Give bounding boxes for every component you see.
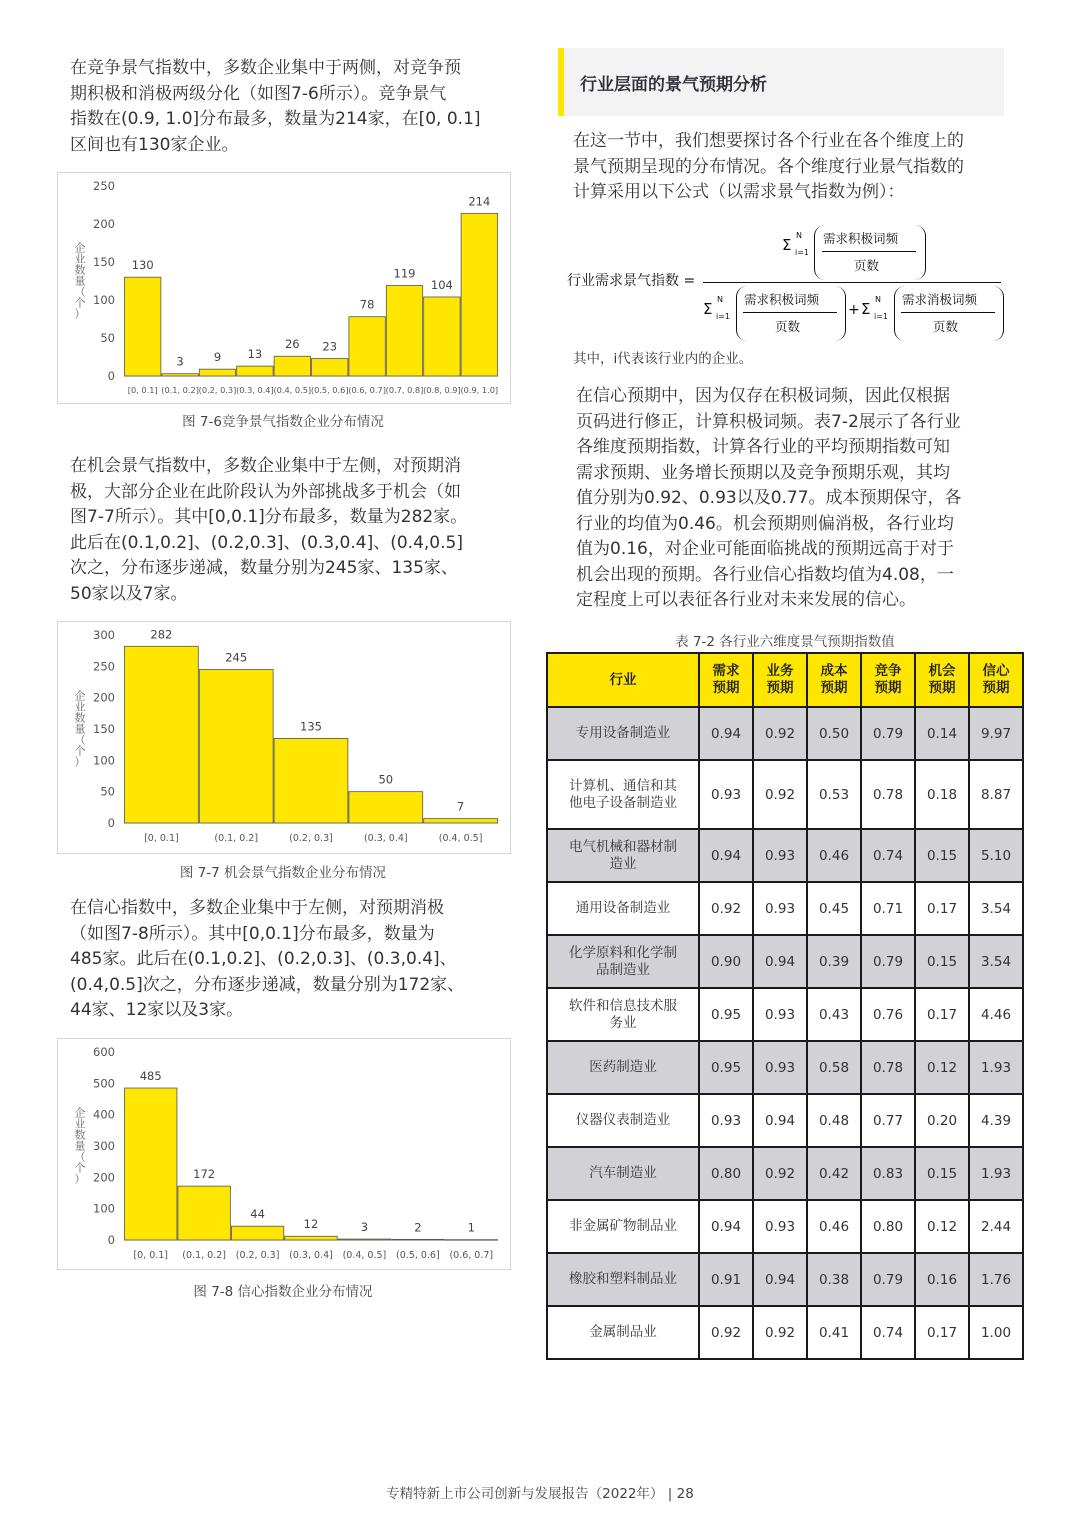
data-label: 135 bbox=[300, 719, 322, 734]
col-header-demand: 需求 预期 bbox=[699, 653, 753, 707]
table-row bbox=[547, 988, 1023, 1041]
bar bbox=[237, 366, 273, 376]
table-cell-value: 0.71 bbox=[861, 882, 915, 935]
section-header bbox=[558, 48, 1004, 116]
x-tick-label: [0, 0.1] bbox=[144, 833, 179, 844]
table-cell-value: 0.39 bbox=[807, 935, 861, 988]
formula-note: 其中，i代表该行业内的企业。 bbox=[573, 351, 753, 367]
table-cell-value: 0.53 bbox=[807, 760, 861, 829]
data-label: 485 bbox=[139, 1069, 162, 1084]
numerator-pages: 页数 bbox=[854, 258, 880, 273]
x-tick-label: (0.2, 0.3] bbox=[235, 1250, 280, 1261]
y-tick-label: 250 bbox=[93, 179, 115, 193]
table-cell-industry: 汽车制造业 bbox=[547, 1147, 699, 1200]
caption-competition: 图 7-6竞争景气指数企业分布情况 bbox=[182, 414, 384, 430]
bar bbox=[461, 213, 497, 376]
table-cell-industry: 橡胶和塑料制品业 bbox=[547, 1253, 699, 1306]
table-cell-value: 0.93 bbox=[753, 988, 807, 1041]
denom-plus: + bbox=[848, 302, 860, 318]
caption-confidence: 图 7-8 信心指数企业分布情况 bbox=[193, 1284, 373, 1300]
table-cell-value: 0.16 bbox=[915, 1253, 969, 1306]
y-tick-label: 300 bbox=[93, 1139, 115, 1153]
table-cell-value: 0.79 bbox=[861, 1253, 915, 1306]
section-title: 行业层面的景气预期分析 bbox=[580, 75, 767, 95]
bar bbox=[349, 792, 423, 823]
data-label: 9 bbox=[213, 350, 222, 365]
formula bbox=[560, 220, 1010, 344]
data-label: 172 bbox=[193, 1167, 216, 1182]
table-cell-value: 0.92 bbox=[753, 760, 807, 829]
table-cell-industry: 软件和信息技术服 务业 bbox=[547, 988, 699, 1041]
bar bbox=[231, 1226, 283, 1240]
denom-sum-2-sub: i=1 bbox=[874, 312, 889, 321]
table-cell-value: 0.93 bbox=[753, 1200, 807, 1253]
denom-sum-2: Σ bbox=[861, 300, 871, 318]
data-label: 13 bbox=[247, 347, 263, 362]
table-cell-value: 0.93 bbox=[753, 1041, 807, 1094]
data-label: 7 bbox=[456, 799, 465, 814]
data-label: 50 bbox=[378, 772, 394, 787]
bar bbox=[178, 1186, 230, 1240]
bar bbox=[349, 317, 385, 376]
col-header-industry: 行业 bbox=[547, 653, 699, 707]
x-tick-label: (0.3, 0.4] bbox=[289, 1250, 333, 1261]
table-row bbox=[547, 1041, 1023, 1094]
x-tick-label: (0.4, 0.5] bbox=[438, 833, 483, 844]
data-label: 282 bbox=[150, 627, 173, 642]
table-cell-value: 8.87 bbox=[969, 760, 1023, 829]
table-header-row bbox=[547, 653, 1023, 707]
x-tick-label: (0.6, 0.7] bbox=[348, 385, 386, 395]
table-cell-value: 0.15 bbox=[915, 1147, 969, 1200]
chart-confidence-svg bbox=[58, 1039, 510, 1269]
table-cell-value: 0.15 bbox=[915, 935, 969, 988]
denom-neg-freq: 需求消极词频 bbox=[902, 292, 978, 307]
chart-opportunity-svg bbox=[58, 622, 510, 853]
x-tick-label: [0, 0.1] bbox=[127, 385, 158, 395]
chart-opportunity bbox=[57, 621, 511, 854]
table-row bbox=[547, 1094, 1023, 1147]
y-axis-title: 企业数量（个） bbox=[74, 1106, 86, 1186]
table-cell-value: 0.50 bbox=[807, 707, 861, 760]
bar bbox=[338, 1239, 390, 1240]
table-cell-industry: 金属制品业 bbox=[547, 1306, 699, 1359]
y-tick-label: 100 bbox=[93, 293, 115, 307]
bar bbox=[125, 277, 161, 376]
table-cell-value: 0.93 bbox=[699, 1094, 753, 1147]
table-cell-value: 0.20 bbox=[915, 1094, 969, 1147]
table-cell-industry: 专用设备制造业 bbox=[547, 707, 699, 760]
table-cell-value: 0.48 bbox=[807, 1094, 861, 1147]
x-tick-label: (0.4, 0.5] bbox=[342, 1250, 387, 1261]
y-tick-label: 0 bbox=[107, 1233, 115, 1247]
table-cell-value: 0.43 bbox=[807, 988, 861, 1041]
table-cell-value: 0.42 bbox=[807, 1147, 861, 1200]
table-cell-value: 0.74 bbox=[861, 1306, 915, 1359]
table-cell-value: 0.95 bbox=[699, 988, 753, 1041]
table-cell-value: 1.00 bbox=[969, 1306, 1023, 1359]
table-cell-value: 4.39 bbox=[969, 1094, 1023, 1147]
data-label: 1 bbox=[467, 1220, 475, 1235]
y-tick-label: 0 bbox=[107, 369, 115, 383]
bar bbox=[162, 374, 198, 376]
data-label: 44 bbox=[250, 1207, 265, 1222]
table-cell-value: 0.58 bbox=[807, 1041, 861, 1094]
paragraph-industry-intro: 在这一节中，我们想要探讨各个行业在各个维度上的 景气预期呈现的分布情况。各个维度行业景气指数的 计算采用以下公式（以需求景气指数为例）： bbox=[573, 131, 964, 202]
table-row bbox=[547, 1200, 1023, 1253]
y-tick-label: 200 bbox=[93, 1170, 115, 1185]
table-cell-value: 0.94 bbox=[699, 1200, 753, 1253]
table-cell-value: 0.18 bbox=[915, 760, 969, 829]
data-label: 3 bbox=[176, 354, 184, 369]
table-cell-value: 0.92 bbox=[753, 1306, 807, 1359]
numerator-sum: Σ bbox=[782, 236, 792, 254]
paragraph-confidence: 在信心指数中，多数企业集中于左侧，对预期消极 （如图7-8所示）。其中[0,0.1]分布最多，数量为 485家。此后在(0.1,0.2]、(0.2,0.3]、(0.3,0.4]、 (0.4,0.5]次之，分布逐步递减，数量分别为172家、 44家、12家以及3家。 bbox=[70, 898, 465, 1020]
main-frac-line bbox=[703, 282, 1001, 283]
table-cell-value: 0.83 bbox=[861, 1147, 915, 1200]
denom-sum-1-sub: i=1 bbox=[716, 312, 731, 321]
y-tick-label: 50 bbox=[100, 331, 115, 345]
table-cell-industry: 计算机、通信和其 他电子设备制造业 bbox=[547, 760, 699, 829]
denom-frac-line-1 bbox=[743, 312, 837, 313]
table-cell-value: 0.92 bbox=[753, 1147, 807, 1200]
x-tick-label: (0.2, 0.3] bbox=[289, 833, 333, 844]
table-cell-value: 1.93 bbox=[969, 1147, 1023, 1200]
x-tick-label: [0, 0.1] bbox=[133, 1250, 169, 1261]
table-cell-value: 0.92 bbox=[699, 1306, 753, 1359]
data-label: 104 bbox=[430, 277, 453, 292]
x-tick-label: (0.1, 0.2] bbox=[182, 1250, 226, 1261]
x-tick-label: (0.2, 0.3] bbox=[198, 385, 237, 395]
table-row bbox=[547, 1147, 1023, 1200]
x-tick-label: (0.4, 0.5] bbox=[273, 385, 312, 395]
table-cell-value: 0.94 bbox=[699, 707, 753, 760]
chart-competition bbox=[57, 172, 511, 404]
table-cell-industry: 电气机械和器材制 造业 bbox=[547, 829, 699, 882]
table-cell-value: 0.94 bbox=[699, 829, 753, 882]
page-footer: 专精特新上市公司创新与发展报告（2022年） | 28 bbox=[386, 1486, 694, 1502]
table-row bbox=[547, 1253, 1023, 1306]
y-tick-label: 150 bbox=[93, 722, 115, 736]
numerator-sum-sup: N bbox=[796, 231, 802, 240]
table-cell-industry: 化学原料和化学制 品制造业 bbox=[547, 935, 699, 988]
table-cell-value: 0.78 bbox=[861, 1041, 915, 1094]
table-cell-value: 3.54 bbox=[969, 882, 1023, 935]
table-cell-value: 4.46 bbox=[969, 988, 1023, 1041]
x-tick-label: (0.7, 0.8] bbox=[385, 385, 424, 395]
data-label: 130 bbox=[131, 258, 154, 273]
table-cell-value: 0.93 bbox=[699, 760, 753, 829]
x-tick-label: (0.5, 0.6] bbox=[396, 1250, 440, 1261]
table-cell-value: 0.76 bbox=[861, 988, 915, 1041]
bar bbox=[274, 356, 310, 376]
table-row bbox=[547, 935, 1023, 988]
bar bbox=[125, 646, 199, 823]
denom-pages-2: 页数 bbox=[933, 319, 959, 334]
x-tick-label: (0.5, 0.6] bbox=[310, 385, 349, 395]
table-cell-value: 0.92 bbox=[753, 707, 807, 760]
table-cell-industry: 非金属矿物制品业 bbox=[547, 1200, 699, 1253]
data-label: 2 bbox=[414, 1220, 422, 1235]
denom-sum-1: Σ bbox=[703, 300, 713, 318]
x-tick-label: (0.6, 0.7] bbox=[449, 1250, 494, 1261]
y-tick-label: 50 bbox=[100, 784, 115, 799]
table-caption: 表 7-2 各行业六维度景气预期指数值 bbox=[675, 634, 895, 650]
table-cell-value: 0.41 bbox=[807, 1306, 861, 1359]
y-tick-label: 200 bbox=[93, 690, 115, 705]
table-cell-value: 1.93 bbox=[969, 1041, 1023, 1094]
table-cell-value: 0.92 bbox=[699, 882, 753, 935]
table-cell-value: 0.15 bbox=[915, 829, 969, 882]
table-cell-value: 3.54 bbox=[969, 935, 1023, 988]
y-tick-label: 500 bbox=[93, 1076, 115, 1091]
paragraph-competition: 在竞争景气指数中，多数企业集中于两侧，对竞争预 期积极和消极两级分化（如图7-6所示）。竞争景气 指数在(0.9, 1.0]分布最多，数量为214家，在[0, 0.1] 区间也有130家企业。 bbox=[70, 58, 481, 155]
caption-opportunity: 图 7-7 机会景气指数企业分布情况 bbox=[179, 865, 387, 881]
col-header-cost: 成本 预期 bbox=[807, 653, 861, 707]
table-cell-value: 1.76 bbox=[969, 1253, 1023, 1306]
table-cell-value: 0.93 bbox=[753, 882, 807, 935]
chart-competition-svg bbox=[58, 173, 510, 403]
table-cell-value: 0.78 bbox=[861, 760, 915, 829]
x-tick-label: (0.1, 0.2] bbox=[214, 833, 259, 844]
y-tick-label: 600 bbox=[93, 1045, 115, 1059]
data-label: 26 bbox=[284, 337, 300, 352]
table-cell-value: 0.46 bbox=[807, 1200, 861, 1253]
y-tick-label: 400 bbox=[93, 1107, 115, 1122]
table-cell-value: 5.10 bbox=[969, 829, 1023, 882]
y-tick-label: 150 bbox=[93, 255, 115, 269]
numerator-pos-freq: 需求积极词频 bbox=[823, 231, 899, 246]
table-row bbox=[547, 1306, 1023, 1359]
table-row bbox=[547, 882, 1023, 935]
table-cell-value: 0.90 bbox=[699, 935, 753, 988]
table-row bbox=[547, 707, 1023, 760]
numerator-sum-sub: i=1 bbox=[795, 248, 810, 257]
denom-frac-line-2 bbox=[901, 312, 995, 313]
table-cell-value: 0.45 bbox=[807, 882, 861, 935]
y-axis-title: 企业数量（个） bbox=[74, 689, 86, 769]
table-cell-value: 0.14 bbox=[915, 707, 969, 760]
table-cell-value: 0.80 bbox=[861, 1200, 915, 1253]
denom-sum-2-sup: N bbox=[875, 295, 881, 304]
table-cell-value: 0.93 bbox=[753, 829, 807, 882]
data-label: 245 bbox=[225, 650, 248, 665]
y-tick-label: 250 bbox=[93, 659, 115, 674]
table-cell-industry: 通用设备制造业 bbox=[547, 882, 699, 935]
table-cell-value: 0.74 bbox=[861, 829, 915, 882]
table-cell-value: 0.12 bbox=[915, 1041, 969, 1094]
table-cell-value: 0.94 bbox=[753, 1094, 807, 1147]
bar bbox=[285, 1236, 337, 1240]
table-cell-value: 0.12 bbox=[915, 1200, 969, 1253]
data-label: 23 bbox=[322, 339, 338, 354]
bar bbox=[199, 669, 273, 823]
x-tick-label: (0.8, 0.9] bbox=[423, 385, 461, 395]
denom-pages-1: 页数 bbox=[775, 319, 801, 334]
col-header-confidence: 信心 预期 bbox=[969, 653, 1023, 707]
x-tick-label: (0.3, 0.4] bbox=[236, 385, 274, 395]
table-cell-value: 0.17 bbox=[915, 988, 969, 1041]
table-cell-value: 0.79 bbox=[861, 707, 915, 760]
y-tick-label: 200 bbox=[93, 217, 115, 231]
col-header-competition: 竞争 预期 bbox=[861, 653, 915, 707]
data-label: 214 bbox=[468, 194, 491, 209]
bar bbox=[424, 819, 498, 823]
x-tick-label: (0.1, 0.2] bbox=[161, 385, 199, 395]
col-header-business: 业务 预期 bbox=[753, 653, 807, 707]
x-tick-label: (0.9, 1.0] bbox=[460, 385, 499, 395]
bar bbox=[386, 286, 422, 376]
bar bbox=[392, 1239, 444, 1240]
col-header-opportunity: 机会 预期 bbox=[915, 653, 969, 707]
table-cell-value: 2.44 bbox=[969, 1200, 1023, 1253]
data-label: 12 bbox=[303, 1217, 319, 1232]
chart-confidence bbox=[57, 1038, 511, 1270]
bar bbox=[274, 738, 348, 823]
y-tick-label: 100 bbox=[93, 1201, 115, 1216]
table-row bbox=[547, 829, 1023, 882]
denom-sum-1-sup: N bbox=[717, 295, 723, 304]
y-tick-label: 100 bbox=[93, 753, 115, 768]
data-label: 3 bbox=[360, 1220, 369, 1235]
y-axis-title: 企业数量（个） bbox=[74, 241, 86, 321]
paragraph-opportunity: 在机会景气指数中，多数企业集中于左侧，对预期消 极，大部分企业在此阶段认为外部挑战多于机会（如 图7-7所示）。其中[0,0.1]分布最多，数量为282家。 此后在(0.1,0.2]、(0.2,0.3]、(0.3,0.4]、(0.4,0.5] 次之，分布逐步递减，数量分别为245家、135家、 50家以及7家。 bbox=[70, 456, 468, 604]
bar bbox=[445, 1240, 497, 1241]
table-cell-value: 0.77 bbox=[861, 1094, 915, 1147]
table-cell-value: 0.94 bbox=[753, 935, 807, 988]
table-cell-value: 9.97 bbox=[969, 707, 1023, 760]
table-cell-industry: 医药制造业 bbox=[547, 1041, 699, 1094]
table-cell-value: 0.80 bbox=[699, 1147, 753, 1200]
bar bbox=[125, 1088, 177, 1240]
table-cell-industry: 仪器仪表制造业 bbox=[547, 1094, 699, 1147]
x-tick-label: (0.3, 0.4] bbox=[363, 833, 408, 844]
paragraph-confidence-analysis: 在信心预期中，因为仅存在积极词频，因此仅根据 页码进行修正，计算积极词频。表7-2展示了各行业 各维度预期指数，计算各行业的平均预期指数可知 需求预期、业务增长预期以及竞争预期乐观，其均 值分别为0.92、0.93以及0.77。成本预期保守，各 行业的均值为0.46。机会预期则偏消极，各行业均 值为0.16，对企业可能面临挑战的预期远高于对于 机会出现的预期。各行业信心指数均值为4.08，一 定程度上可以表征各行业对未来发展的信心。 bbox=[576, 386, 962, 610]
table-cell-value: 0.94 bbox=[753, 1253, 807, 1306]
table-cell-value: 0.95 bbox=[699, 1041, 753, 1094]
table-cell-value: 0.79 bbox=[861, 935, 915, 988]
numerator-frac-line bbox=[822, 251, 916, 252]
data-label: 78 bbox=[359, 297, 375, 312]
denom-pos-freq: 需求积极词频 bbox=[744, 292, 820, 307]
bar bbox=[312, 359, 348, 376]
formula-lhs: 行业需求景气指数 = bbox=[567, 273, 696, 289]
table-cell-value: 0.38 bbox=[807, 1253, 861, 1306]
bar bbox=[199, 369, 235, 376]
table-row bbox=[547, 760, 1023, 829]
bar bbox=[424, 297, 460, 376]
industry-table bbox=[546, 652, 1024, 1360]
table-cell-value: 0.17 bbox=[915, 1306, 969, 1359]
table-cell-value: 0.17 bbox=[915, 882, 969, 935]
y-tick-label: 300 bbox=[93, 628, 115, 642]
table-cell-value: 0.91 bbox=[699, 1253, 753, 1306]
data-label: 119 bbox=[393, 266, 416, 281]
y-tick-label: 0 bbox=[107, 816, 115, 830]
table-cell-value: 0.46 bbox=[807, 829, 861, 882]
